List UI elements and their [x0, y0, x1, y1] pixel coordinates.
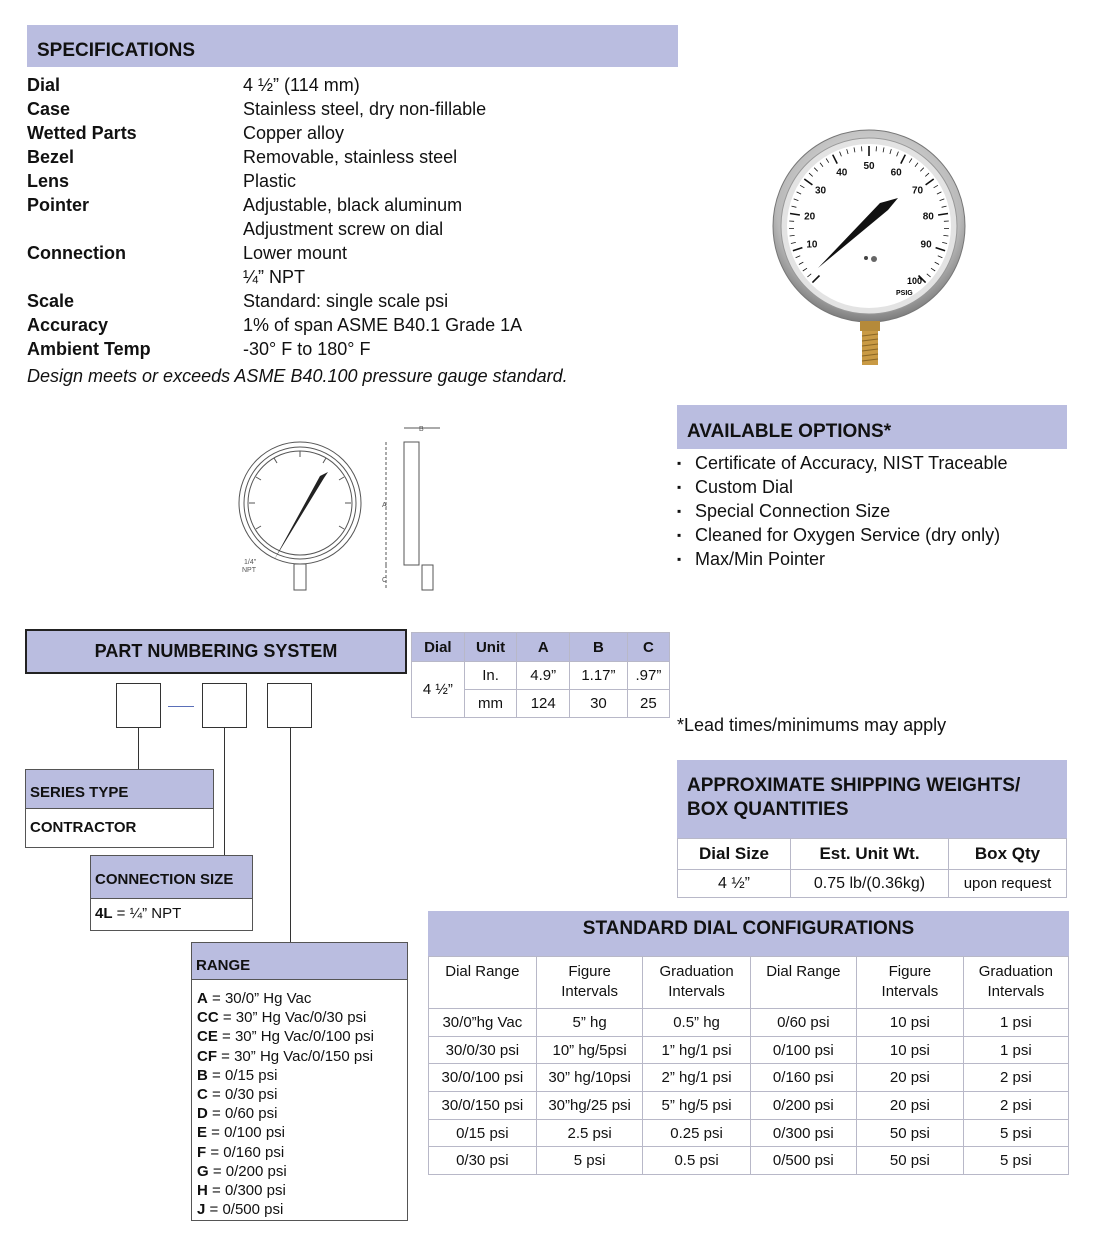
range-value: = 0/100 psi	[207, 1124, 285, 1142]
option-label: Custom Dial	[695, 477, 794, 497]
bullet-icon: ▪	[677, 552, 682, 566]
range-code: CC	[197, 1009, 219, 1027]
range-code: H	[197, 1182, 208, 1200]
dial-configurations-header: STANDARD DIAL CONFIGURATIONS	[428, 911, 1069, 956]
part-number-box-connection	[202, 683, 247, 728]
spec-value: Plastic	[243, 171, 297, 191]
range-item	[192, 1047, 407, 1066]
drawing-dim-c: C	[382, 577, 388, 584]
dial-config-cell: 0/300 psi	[750, 1119, 856, 1147]
drawing-npt-size: 1/4"	[244, 559, 257, 566]
dim-cell: 4.9”	[517, 662, 570, 690]
option-item	[677, 499, 890, 523]
shipping-cell: 0.75 lb/(0.36kg)	[791, 870, 949, 898]
dial-config-header-line: Dial Range	[445, 963, 520, 980]
option-label: Certificate of Accuracy, NIST Traceable	[695, 453, 1008, 473]
dial-config-cell: 0/60 psi	[750, 1009, 856, 1037]
range-list	[192, 980, 407, 1219]
range-code: J	[197, 1201, 206, 1219]
range-item	[192, 1162, 407, 1181]
dial-config-cell: 50 psi	[857, 1147, 964, 1175]
option-item	[677, 451, 1007, 475]
dial-config-cell: 2.5 psi	[536, 1119, 643, 1147]
dial-config-cell: 30” hg/10psi	[536, 1064, 643, 1092]
shipping-title-line-2: BOX QUANTITIES	[687, 799, 849, 820]
dial-config-cell: 0/30 psi	[429, 1147, 537, 1175]
dim-cell: In.	[464, 662, 517, 690]
dial-config-cell: 5 psi	[536, 1147, 643, 1175]
range-code: G	[197, 1162, 209, 1180]
range-code: D	[197, 1105, 208, 1123]
range-value: = 0/30 psi	[207, 1086, 278, 1104]
dial-config-cell: 30/0/150 psi	[429, 1092, 537, 1120]
dial-config-header	[429, 957, 537, 1009]
spec-label: Pointer	[27, 195, 90, 215]
shipping-header	[677, 760, 1067, 838]
option-item	[677, 523, 1000, 547]
dial-config-cell: 0.5” hg	[643, 1009, 750, 1037]
spec-value: Removable, stainless steel	[243, 147, 458, 167]
dial-config-header	[963, 957, 1068, 1009]
dial-config-header	[536, 957, 643, 1009]
dial-config-cell: 1” hg/1 psi	[643, 1036, 750, 1064]
spec-value: Copper alloy	[243, 123, 345, 143]
gauge-tick-label: 70	[911, 185, 924, 197]
dial-configurations-table	[428, 956, 1069, 1175]
part-number-box-series	[116, 683, 161, 728]
spec-label: Case	[27, 99, 71, 119]
bullet-icon: ▪	[677, 528, 682, 542]
shipping-table	[677, 838, 1067, 898]
lead-times-note: *Lead times/minimums may apply	[677, 715, 947, 735]
bullet-icon: ▪	[677, 480, 682, 494]
series-type-title: SERIES TYPE	[26, 770, 213, 809]
range-value: = 0/15 psi	[207, 1066, 278, 1084]
dial-config-cell: 1 psi	[963, 1009, 1068, 1037]
dim-header-a: A	[517, 633, 570, 662]
dial-config-cell: 2” hg/1 psi	[643, 1064, 750, 1092]
gauge-max-label: 100	[907, 276, 923, 286]
pressure-gauge-photo	[770, 118, 970, 370]
spec-label: Dial	[27, 75, 61, 95]
gauge-tick-label: 40	[836, 167, 848, 179]
range-value: = 0/60 psi	[207, 1105, 278, 1123]
dial-config-header-line: Intervals	[881, 983, 939, 1000]
dim-header-unit: Unit	[464, 633, 517, 662]
range-value: = 0/160 psi	[206, 1143, 285, 1161]
dial-config-cell: 30/0”hg Vac	[429, 1009, 537, 1037]
shipping-header-dial-size: Dial Size	[678, 839, 791, 870]
dial-config-header-line: Intervals	[561, 983, 618, 1000]
range-value: = 30” Hg Vac/0/30 psi	[218, 1009, 367, 1027]
dial-config-cell: 0.25 psi	[643, 1119, 750, 1147]
dial-config-cell: 50 psi	[857, 1119, 964, 1147]
series-type-value: CONTRACTOR	[30, 819, 137, 836]
range-code: CF	[197, 1047, 217, 1065]
dial-config-cell: 5 psi	[963, 1119, 1068, 1147]
series-type-panel	[25, 769, 214, 848]
option-label: Max/Min Pointer	[695, 549, 826, 569]
bullet-icon: ▪	[677, 504, 682, 518]
gauge-tick-label: 50	[863, 161, 875, 172]
option-item	[677, 475, 793, 499]
table-row	[429, 1064, 1069, 1092]
gauge-tick-label: 60	[890, 167, 902, 179]
spec-value: Adjustment screw on dial	[243, 219, 444, 239]
spec-label: Wetted Parts	[27, 123, 137, 143]
gauge-tick-label: 30	[814, 185, 827, 197]
range-value: = 30/0” Hg Vac	[207, 990, 312, 1007]
spec-label: Ambient Temp	[27, 339, 151, 359]
spec-value: 1% of span ASME B40.1 Grade 1A	[243, 315, 523, 335]
dial-config-header-line: Graduation	[659, 963, 734, 980]
range-title: RANGE	[192, 943, 407, 980]
spec-value: -30° F to 180° F	[243, 339, 371, 359]
range-item	[192, 1200, 407, 1219]
range-value: = 0/200 psi	[208, 1162, 287, 1180]
gauge-dimension-drawing	[232, 420, 447, 600]
dial-config-header	[750, 957, 856, 1009]
range-code: C	[197, 1086, 208, 1104]
range-item	[192, 1066, 407, 1085]
dial-config-header	[643, 957, 750, 1009]
drawing-dim-b: B	[419, 426, 424, 433]
dim-cell: 25	[627, 690, 669, 718]
connection-size-code: 4L	[95, 905, 113, 922]
range-item	[192, 989, 407, 1008]
shipping-header-box-qty: Box Qty	[949, 839, 1067, 870]
connection-size-value: = ¼” NPT	[112, 905, 182, 922]
part-numbering-header: PART NUMBERING SYSTEM	[25, 629, 407, 674]
dial-config-cell: 1 psi	[963, 1036, 1068, 1064]
dim-cell: 1.17”	[570, 662, 628, 690]
gauge-unit-label: PSIG	[896, 290, 913, 297]
dial-config-cell: 5” hg	[536, 1009, 643, 1037]
dial-config-cell: 30”hg/25 psi	[536, 1092, 643, 1120]
drawing-dim-a: A	[382, 502, 387, 509]
dial-config-cell: 20 psi	[857, 1064, 964, 1092]
dial-config-header-line: Dial Range	[766, 963, 841, 980]
dial-config-cell: 10” hg/5psi	[536, 1036, 643, 1064]
range-item	[192, 1027, 407, 1046]
dim-cell: 124	[517, 690, 570, 718]
part-number-dash	[168, 706, 194, 707]
dial-config-cell: 20 psi	[857, 1092, 964, 1120]
range-value: = 30” Hg Vac/0/100 psi	[217, 1028, 374, 1046]
dial-config-header-line: Intervals	[987, 983, 1045, 1000]
dim-dial-value: 4 ½”	[412, 662, 465, 718]
dial-config-header-line: Graduation	[978, 963, 1053, 980]
range-item	[192, 1181, 407, 1200]
specifications-header: SPECIFICATIONS	[27, 25, 678, 67]
gauge-tick-label: 80	[922, 211, 934, 223]
spec-value: 4 ½” (114 mm)	[243, 75, 360, 95]
dial-config-header	[857, 957, 964, 1009]
dial-config-cell: 30/0/30 psi	[429, 1036, 537, 1064]
gauge-tick-label: 20	[804, 211, 816, 223]
dial-config-header-line: Figure	[568, 963, 611, 980]
range-value: = 30” Hg Vac/0/150 psi	[217, 1047, 374, 1065]
shipping-header-unit-weight: Est. Unit Wt.	[791, 839, 949, 870]
table-row	[429, 1009, 1069, 1037]
spec-label: Scale	[27, 291, 75, 311]
dim-header-c: C	[627, 633, 669, 662]
dial-config-cell: 0/15 psi	[429, 1119, 537, 1147]
range-code: B	[197, 1066, 208, 1084]
spec-label: Connection	[27, 243, 126, 263]
range-panel	[191, 942, 408, 1221]
table-row	[429, 1036, 1069, 1064]
dim-cell: 30	[570, 690, 628, 718]
part-number-box-range	[267, 683, 312, 728]
dial-config-cell: 0.5 psi	[643, 1147, 750, 1175]
dial-config-cell: 0/500 psi	[750, 1147, 856, 1175]
spec-value: Adjustable, black aluminum	[243, 195, 463, 215]
connection-size-panel	[90, 855, 253, 931]
range-code: CE	[197, 1028, 218, 1046]
range-value: = 0/500 psi	[205, 1201, 284, 1219]
range-item	[192, 1143, 407, 1162]
option-label: Cleaned for Oxygen Service (dry only)	[695, 525, 1001, 545]
spec-label: Bezel	[27, 147, 75, 167]
spec-value: ¼” NPT	[243, 267, 306, 287]
dial-config-cell: 10 psi	[857, 1009, 964, 1037]
dimensions-table	[411, 632, 670, 718]
option-label: Special Connection Size	[695, 501, 891, 521]
dial-config-cell: 10 psi	[857, 1036, 964, 1064]
range-value: = 0/300 psi	[207, 1182, 286, 1200]
dial-config-header-line: Figure	[888, 963, 932, 980]
dial-config-cell: 0/100 psi	[750, 1036, 856, 1064]
dial-config-cell: 5 psi	[963, 1147, 1068, 1175]
shipping-title-line-1: APPROXIMATE SHIPPING WEIGHTS/	[687, 775, 1021, 796]
range-code: A	[197, 990, 208, 1007]
range-code: E	[197, 1124, 208, 1142]
range-item	[192, 1123, 407, 1142]
dim-header-dial: Dial	[412, 633, 465, 662]
bullet-icon: ▪	[677, 456, 682, 470]
table-row	[429, 1119, 1069, 1147]
connection-size-title: CONNECTION SIZE	[91, 856, 252, 899]
shipping-cell: 4 ½”	[678, 870, 791, 898]
dial-config-cell: 2 psi	[963, 1092, 1068, 1120]
range-item	[192, 1008, 407, 1027]
dial-config-cell: 2 psi	[963, 1064, 1068, 1092]
table-row	[429, 1147, 1069, 1175]
spec-value: Stainless steel, dry non-fillable	[243, 99, 487, 119]
dial-config-cell: 0/200 psi	[750, 1092, 856, 1120]
dial-config-cell: 0/160 psi	[750, 1064, 856, 1092]
option-item	[677, 547, 825, 571]
spec-value: Lower mount	[243, 243, 348, 263]
range-code: F	[197, 1143, 207, 1161]
dial-config-header-line: Intervals	[668, 983, 725, 1000]
gauge-tick-label: 90	[920, 239, 932, 251]
dim-cell: mm	[464, 690, 517, 718]
shipping-cell: upon request	[949, 870, 1067, 898]
range-item	[192, 1104, 407, 1123]
spec-value: Standard: single scale psi	[243, 291, 449, 311]
spec-label: Lens	[27, 171, 70, 191]
dial-config-cell: 30/0/100 psi	[429, 1064, 537, 1092]
gauge-tick-label: 10	[806, 239, 818, 251]
table-row	[429, 1092, 1069, 1120]
dim-header-b: B	[570, 633, 628, 662]
drawing-npt-label: NPT	[242, 567, 256, 574]
available-options-header: AVAILABLE OPTIONS*	[677, 405, 1067, 449]
specifications-note: Design meets or exceeds ASME B40.100 pressure gauge standard.	[27, 366, 568, 386]
range-item	[192, 1085, 407, 1104]
spec-label: Accuracy	[27, 315, 109, 335]
dim-cell: .97”	[627, 662, 669, 690]
dial-config-cell: 5” hg/5 psi	[643, 1092, 750, 1120]
